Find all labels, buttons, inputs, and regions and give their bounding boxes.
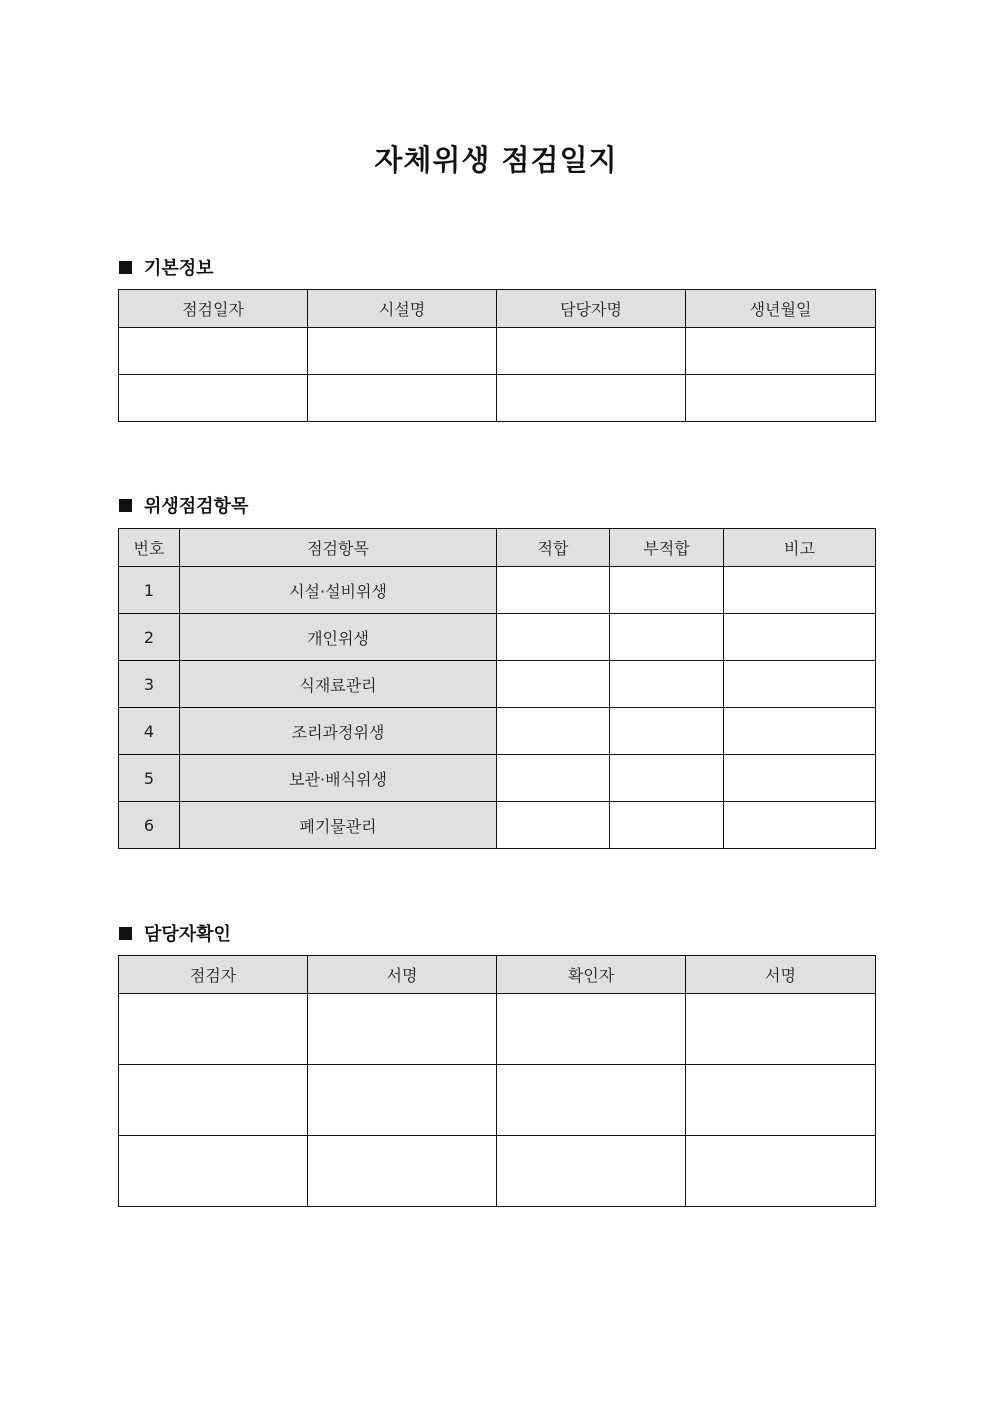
row-number: 2: [119, 614, 180, 661]
column-header: 점검항목: [180, 529, 497, 567]
verifier-signature-cell[interactable]: [686, 994, 876, 1065]
manager-name-cell[interactable]: [497, 328, 686, 375]
birthdate-cell[interactable]: [686, 328, 876, 375]
verifier-signature-cell[interactable]: [686, 1136, 876, 1207]
square-bullet-icon: [119, 499, 132, 512]
facility-name-cell[interactable]: [308, 328, 497, 375]
fail-cell[interactable]: [610, 567, 724, 614]
check-item: 시설·설비위생: [180, 567, 497, 614]
inspector-signature-cell[interactable]: [308, 994, 497, 1065]
column-header: 적합: [497, 529, 610, 567]
table-row: [119, 328, 876, 375]
pass-cell[interactable]: [497, 755, 610, 802]
table-row: [119, 708, 876, 755]
fail-cell[interactable]: [610, 755, 724, 802]
pass-cell[interactable]: [497, 661, 610, 708]
remarks-cell[interactable]: [724, 567, 876, 614]
hygiene-check-table: [118, 528, 876, 849]
column-header: 서명: [308, 956, 497, 994]
inspector-cell[interactable]: [119, 1065, 308, 1136]
row-number: 6: [119, 802, 180, 849]
manager-name-cell[interactable]: [497, 375, 686, 422]
column-header: 번호: [119, 529, 180, 567]
pass-cell[interactable]: [497, 708, 610, 755]
remarks-cell[interactable]: [724, 802, 876, 849]
pass-cell[interactable]: [497, 802, 610, 849]
table-header-row: [119, 956, 876, 994]
pass-cell[interactable]: [497, 567, 610, 614]
birthdate-cell[interactable]: [686, 375, 876, 422]
basic-info-table: [118, 289, 876, 422]
column-header: 담당자명: [497, 290, 686, 328]
table-row: [119, 1065, 876, 1136]
table-header-row: [119, 529, 876, 567]
table-header-row: [119, 290, 876, 328]
table-row: [119, 614, 876, 661]
inspector-cell[interactable]: [119, 1136, 308, 1207]
section-label: 위생점검항목: [144, 496, 249, 517]
table-row: [119, 802, 876, 849]
row-number: 5: [119, 755, 180, 802]
column-header: 비고: [724, 529, 876, 567]
section-label: 담당자확인: [144, 924, 231, 945]
section-basic-info-heading: [119, 254, 214, 280]
remarks-cell[interactable]: [724, 708, 876, 755]
fail-cell[interactable]: [610, 708, 724, 755]
table-row: [119, 661, 876, 708]
verifier-cell[interactable]: [497, 1065, 686, 1136]
pass-cell[interactable]: [497, 614, 610, 661]
table-row: [119, 994, 876, 1065]
column-header: 생년월일: [686, 290, 876, 328]
table-row: [119, 375, 876, 422]
verifier-signature-cell[interactable]: [686, 1065, 876, 1136]
square-bullet-icon: [119, 927, 132, 940]
inspection-date-cell[interactable]: [119, 375, 308, 422]
column-header: 시설명: [308, 290, 497, 328]
remarks-cell[interactable]: [724, 614, 876, 661]
verifier-cell[interactable]: [497, 994, 686, 1065]
check-item: 폐기물관리: [180, 802, 497, 849]
inspection-date-cell[interactable]: [119, 328, 308, 375]
row-number: 4: [119, 708, 180, 755]
inspector-signature-cell[interactable]: [308, 1136, 497, 1207]
section-confirm-heading: [119, 920, 231, 946]
column-header: 서명: [686, 956, 876, 994]
inspector-signature-cell[interactable]: [308, 1065, 497, 1136]
verifier-cell[interactable]: [497, 1136, 686, 1207]
remarks-cell[interactable]: [724, 755, 876, 802]
column-header: 점검일자: [119, 290, 308, 328]
column-header: 확인자: [497, 956, 686, 994]
column-header: 점검자: [119, 956, 308, 994]
remarks-cell[interactable]: [724, 661, 876, 708]
check-item: 조리과정위생: [180, 708, 497, 755]
square-bullet-icon: [119, 261, 132, 274]
fail-cell[interactable]: [610, 661, 724, 708]
document-title: 자체위생 점검일지: [374, 143, 618, 177]
confirmation-table: [118, 955, 876, 1207]
fail-cell[interactable]: [610, 802, 724, 849]
section-hygiene-heading: [119, 492, 248, 518]
row-number: 3: [119, 661, 180, 708]
check-item: 보관·배식위생: [180, 755, 497, 802]
section-label: 기본정보: [144, 258, 214, 279]
facility-name-cell[interactable]: [308, 375, 497, 422]
row-number: 1: [119, 567, 180, 614]
inspector-cell[interactable]: [119, 994, 308, 1065]
check-item: 개인위생: [180, 614, 497, 661]
check-item: 식재료관리: [180, 661, 497, 708]
table-row: [119, 567, 876, 614]
table-row: [119, 755, 876, 802]
table-row: [119, 1136, 876, 1207]
column-header: 부적합: [610, 529, 724, 567]
fail-cell[interactable]: [610, 614, 724, 661]
